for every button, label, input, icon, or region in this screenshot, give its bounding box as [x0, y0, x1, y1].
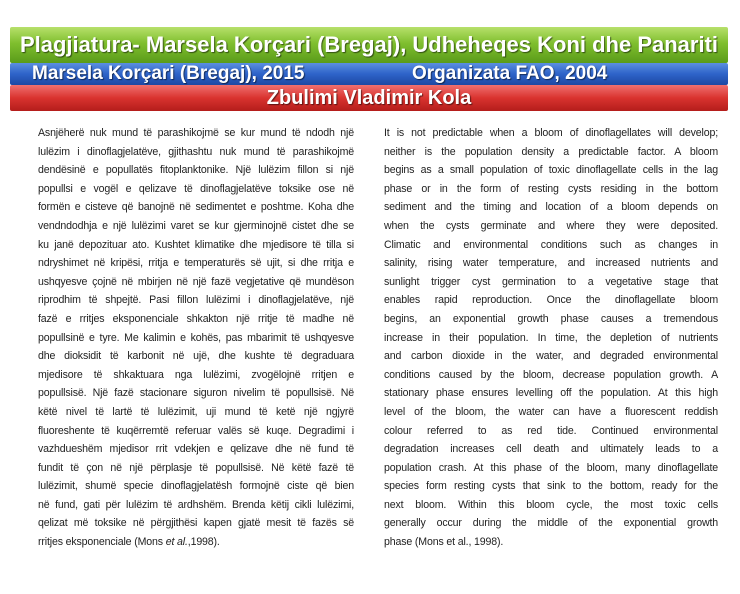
albanian-text-line: ndryshimet në kripësi, rritja e temperaturës së ujit, si dhe rritja e	[38, 257, 354, 270]
english-text-line: phase (Mons et al., 1998).	[384, 536, 504, 549]
albanian-text-line: në fund, gati për lulëzim të ardhshëm. Brenda këtij cikli lulëzimi,	[38, 498, 354, 511]
english-text-line: sediment and the timing and location of a bloom depends on	[384, 201, 718, 214]
citation-suffix: ,1998).	[187, 536, 220, 549]
english-text-line: degradation increases cell death and ultimately leads to a	[384, 443, 718, 456]
citation-et-al: et al.	[165, 536, 188, 549]
source-albanian: Marsela Korçari (Bregaj), 2015	[32, 63, 305, 84]
albanian-text-line: këtë nivel të lartë të lulëzimit, uji mund të ketë një ngjyrë	[38, 405, 354, 418]
albanian-text-line: dhe dioksidit të karbonit në ujë, dhe kushte të degraduara	[38, 350, 354, 363]
discovered-by: Zbulimi Vladimir Kola	[266, 86, 472, 109]
english-text-line: and carbon dioxide in the water, and degraded environmental	[384, 350, 718, 363]
albanian-text-line: ku janë depozituar ato. Kushtet klimatike dhe mjedisore të tilla si	[38, 238, 354, 251]
albanian-text-line: dendësinë e popullatës fitoplanktonike. Një lulëzim fillon si një	[38, 164, 354, 177]
albanian-text-line: lulëzimit, shumë specie dinoflagjelatësh formojnë ciste që bien	[38, 480, 354, 493]
english-text-line: next bloom. Within this bloom cycle, the most toxic cells	[384, 498, 718, 511]
albanian-text-line: qelizat më toksike në përgjithësi kapen gjatë mesit të fazës së	[38, 517, 354, 530]
english-text-line: increase in their population. In time, the depletion of nutrients	[384, 331, 718, 344]
english-text-line: sunlight trigger cyst germination to a vegetative stage that	[384, 275, 718, 288]
albanian-text-line: fundit të çon në një përplasje të popullsisë. Në këtë fazë të	[38, 461, 354, 474]
english-text-line: generally occur during the middle of the exponential growth	[384, 517, 718, 530]
english-text-line: when the cysts germinate and where they were deposited.	[384, 219, 718, 232]
sources-banner	[10, 63, 728, 85]
page-title: Plagjiatura- Marsela Korçari (Bregaj), Udheheqes Koni dhe Panariti	[19, 32, 719, 57]
english-text-line: level of the bloom, the water can have a fluorescent reddish	[384, 405, 718, 418]
albanian-text-line: ushqyesve çojnë në mbirjen në një fazë vegjetative që mundëson	[38, 275, 354, 288]
english-text-line: neither is the population density a predictable factor. A bloom	[384, 145, 718, 158]
albanian-text-line: lulëzim i dinoflagjelatëve, gjithashtu nuk mund të parashikojmë	[38, 145, 354, 158]
english-text-line: conditions caused by the bloom, decrease population growth. A	[384, 368, 718, 381]
albanian-text-line: formën e cisteve që banojnë në sedimentet e poshtme. Koha dhe	[38, 201, 354, 214]
citation-prefix: rritjes eksponenciale (Mons	[38, 536, 166, 549]
english-text-line: salinity, rising water temperature, and increased nutrients and	[384, 257, 718, 270]
english-text-column	[384, 124, 718, 552]
english-text-line: phase or in the form of resting cysts residing in the bottom	[384, 182, 718, 195]
albanian-text-line: vendndodhja e një lulëzimi varet se kur gjerminojnë cistet dhe se	[38, 219, 354, 232]
albanian-text-line: popullsinë e tyre. Me kalimin e kohës, pas mbarimit të ushqyesve	[38, 331, 354, 344]
albanian-text-line: Asnjëherë nuk mund të parashikojmë se kur mund të ndodh një	[38, 127, 354, 139]
title-banner	[10, 27, 728, 63]
albanian-text-line: mjedisore të shkaktuara nga lulëzimi, zvogëlojnë rritjen e	[38, 368, 354, 381]
albanian-text-line: vazhdueshëm mjedisor rrit vdekjen e qelizave dhe në fund të	[38, 443, 354, 456]
english-text-line: colour referred to as red tide. Continued environmental	[384, 424, 718, 437]
english-text-line: species form resting cysts that sink to the bottom, ready for the	[384, 480, 718, 493]
english-text-line: Climatic and environmental conditions such as changes in	[384, 238, 718, 251]
albanian-text-line: fazë e rritjes eksponenciale shkakton një rritje të madhe në	[38, 312, 354, 325]
english-text-line: begins, an exponential growth phase causes a tremendous	[384, 312, 718, 325]
english-text-line: enables rapid reproduction. Once the dinoflagellate bloom	[384, 294, 718, 307]
english-text-line: stationary phase ensures levelling off the population. At this high	[384, 387, 718, 400]
english-text-line: begins as a small population of toxic dinoflagellate cells in the lag	[384, 164, 718, 177]
albanian-text-column	[38, 124, 354, 552]
albanian-text-line: riprodhim të shpejtë. Pasi fillon lulëzimi i dinoflagjelatëve, një	[38, 294, 354, 307]
english-text-line: population crash. At this phase of the bloom, many dinoflagellate	[384, 461, 718, 474]
discovery-banner	[10, 85, 728, 111]
albanian-text-line: popullsi e vogël e qelizave të dinoflagjelatëve toksike ose në	[38, 182, 354, 195]
albanian-text-line: fluoreshente të kuqërremtë referuar valës së kuqe. Degradimi i	[38, 424, 354, 437]
english-text-line: It is not predictable when a bloom of dinoflagellates will develop;	[384, 127, 718, 139]
albanian-text-line	[38, 533, 354, 552]
albanian-text-line: popullsisë. Një fazë stacionare siguron nivelim të popullsisë. Në	[38, 387, 354, 400]
source-fao: Organizata FAO, 2004	[412, 63, 608, 84]
